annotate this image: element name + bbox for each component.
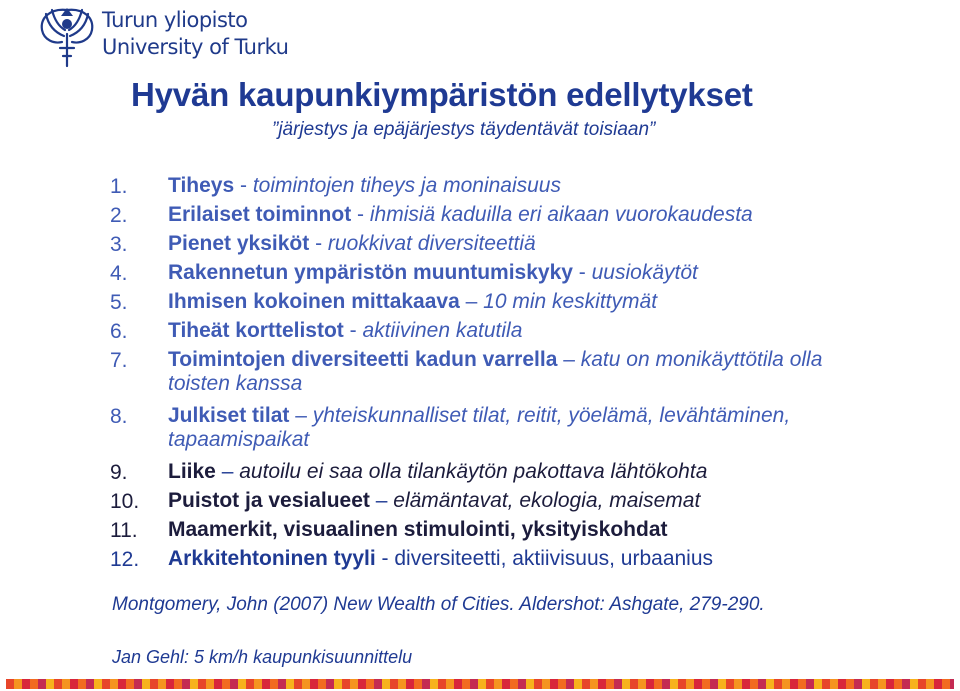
- item-text: [168, 458, 870, 487]
- item-number: 10.: [110, 490, 140, 513]
- list-item: [110, 402, 870, 458]
- item-text: [168, 259, 870, 288]
- logo-line-english: University of Turku: [102, 35, 289, 59]
- item-separator: -: [572, 261, 592, 284]
- item-text: [168, 346, 870, 402]
- item-number: 1.: [110, 175, 128, 198]
- item-term: Rakennetun ympäristön muuntumiskyky: [168, 261, 573, 284]
- item-separator: -: [234, 174, 253, 197]
- item-text: [168, 288, 870, 317]
- item-number: 12.: [110, 548, 140, 571]
- item-description: diversiteetti, aktiivisuus, urbaanius: [394, 547, 714, 570]
- item-description: ruokkivat diversiteettiä: [327, 232, 536, 255]
- item-description: toimintojen tiheys ja moninaisuus: [252, 174, 561, 197]
- slide-subtitle: ”järjestys ja epäjärjestys täydentävät toisiaan”: [272, 119, 656, 140]
- list-item: [110, 230, 870, 259]
- item-number: 7.: [110, 349, 128, 372]
- item-number: 5.: [110, 291, 128, 314]
- item-separator: -: [343, 319, 363, 342]
- list-item: [110, 172, 870, 201]
- item-separator: –: [289, 404, 313, 427]
- list-item: [110, 487, 870, 516]
- item-description: katu on monikäyttötila olla toisten kanssa: [168, 348, 823, 395]
- item-separator: -: [375, 547, 395, 570]
- item-term: Ihmisen kokoinen mittakaava: [168, 290, 460, 313]
- item-number: 9.: [110, 461, 128, 484]
- item-number: 11.: [110, 519, 138, 542]
- slide-title: Hyvän kaupunkiympäristön edellytykset: [131, 76, 753, 113]
- item-term: Tiheät korttelistot: [168, 319, 344, 342]
- reference-montgomery: Montgomery, John (2007) New Wealth of Cities. Aldershot: Ashgate, 279-290.: [112, 594, 765, 615]
- list-item: [110, 201, 870, 230]
- list-item: [110, 545, 870, 574]
- item-description: aktiivinen katutila: [362, 319, 523, 342]
- reference-gehl: Jan Gehl: 5 km/h kaupunkisuunnittelu: [112, 647, 413, 667]
- list-item: [110, 458, 870, 487]
- item-term: Erilaiset toiminnot: [168, 203, 352, 226]
- list-item: [110, 516, 870, 545]
- list-item: [110, 288, 870, 317]
- logo-line-finnish: Turun yliopisto: [102, 8, 248, 32]
- item-separator: –: [215, 460, 240, 483]
- university-emblem-icon: [36, 4, 98, 68]
- item-term: Toimintojen diversiteetti kadun varrella: [168, 348, 558, 371]
- list-item: [110, 346, 870, 402]
- item-number: 3.: [110, 233, 128, 256]
- item-number: 6.: [110, 320, 128, 343]
- list-item: [110, 259, 870, 288]
- item-text: [168, 487, 870, 516]
- item-text: [168, 230, 870, 259]
- item-number: 8.: [110, 405, 128, 428]
- conditions-list: [110, 172, 870, 574]
- item-description: 10 min keskittymät: [483, 290, 658, 313]
- item-number: 2.: [110, 204, 128, 227]
- item-number: 4.: [110, 262, 128, 285]
- item-term: Liike: [168, 460, 216, 483]
- decorative-color-strip: [6, 679, 954, 689]
- item-description: uusiokäytöt: [591, 261, 698, 284]
- item-separator: –: [369, 489, 394, 512]
- item-term: Maamerkit, visuaalinen stimulointi, yksityiskohdat: [168, 518, 668, 541]
- item-separator: –: [557, 348, 581, 371]
- item-term: Puistot ja vesialueet: [168, 489, 370, 512]
- item-description: autoilu ei saa olla tilankäytön pakottava lähtökohta: [239, 460, 708, 483]
- item-text: [168, 516, 870, 545]
- logo-wordmark: [102, 7, 288, 61]
- item-term: Pienet yksiköt: [168, 232, 310, 255]
- item-separator: -: [309, 232, 328, 255]
- item-text: [168, 317, 870, 346]
- item-description: yhteiskunnalliset tilat, reitit, yöelämä, levähtäminen, tapaamispaikat: [168, 404, 791, 451]
- item-separator: -: [351, 203, 370, 226]
- item-description: elämäntavat, ekologia, maisemat: [393, 489, 701, 512]
- item-text: [168, 172, 870, 201]
- item-separator: –: [459, 290, 484, 313]
- item-term: Tiheys: [168, 174, 235, 197]
- item-text: [168, 201, 870, 230]
- item-description: ihmisiä kaduilla eri aikaan vuorokaudesta: [369, 203, 753, 226]
- item-text: [168, 402, 870, 458]
- university-logo: [36, 4, 288, 68]
- item-term: Arkkitehtoninen tyyli: [168, 547, 376, 570]
- item-text: [168, 545, 870, 574]
- item-term: Julkiset tilat: [168, 404, 290, 427]
- list-item: [110, 317, 870, 346]
